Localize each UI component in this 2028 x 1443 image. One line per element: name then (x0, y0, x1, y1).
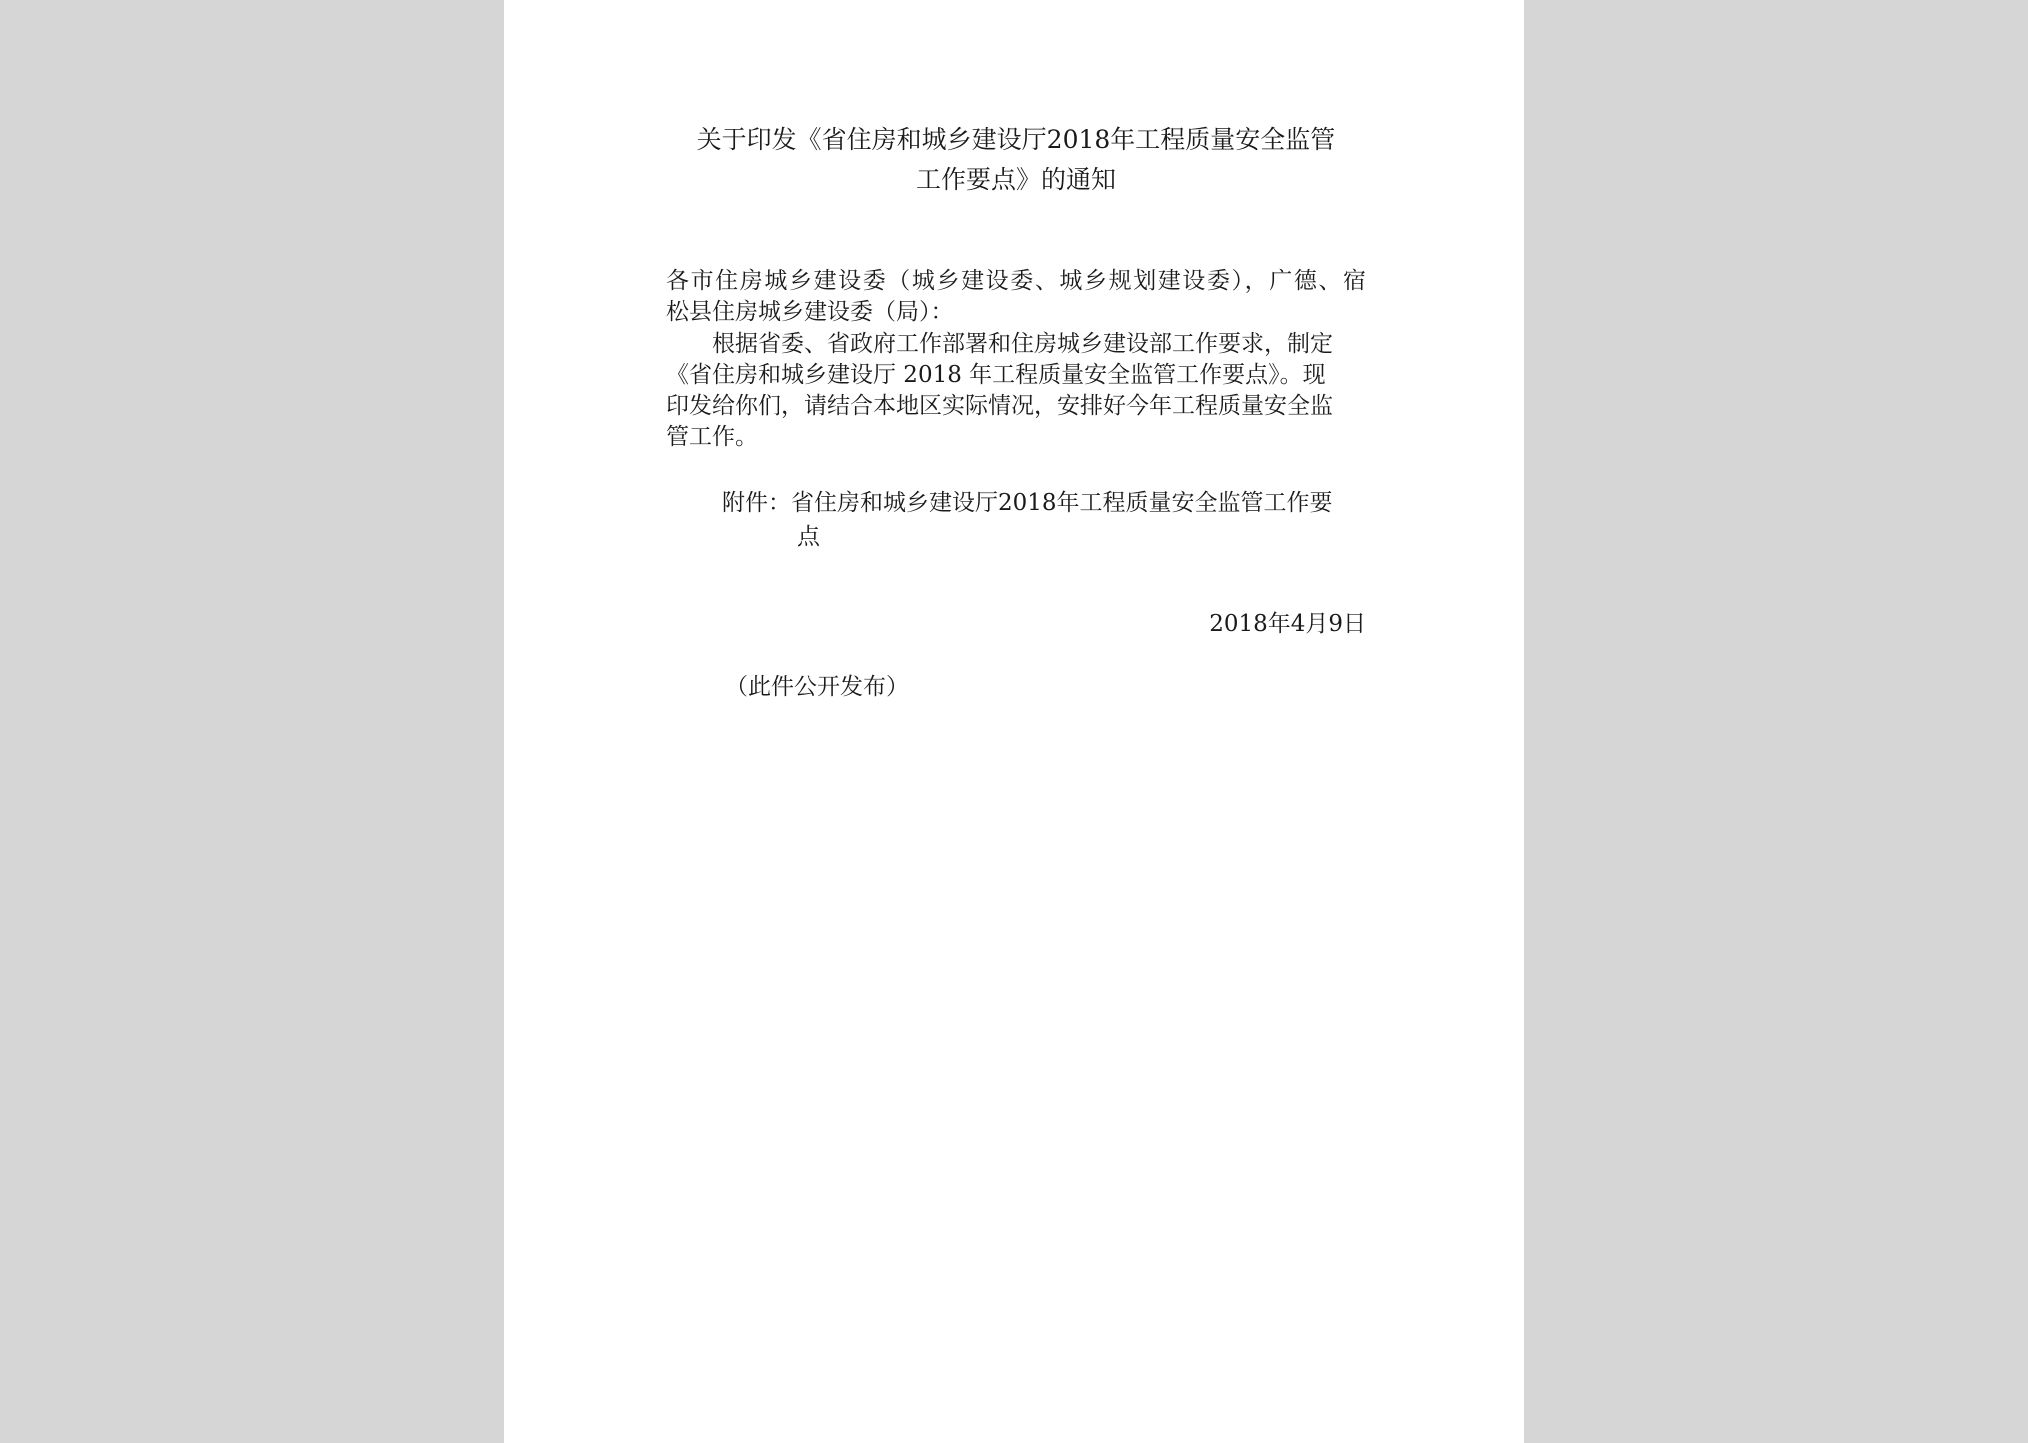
document-title (666, 120, 1366, 200)
title-line-1: 关于印发《省住房和城乡建设厅2018年工程质量安全监管 (696, 125, 1336, 154)
publication-note: （此件公开发布） (725, 674, 909, 700)
body-line-2: 《省住房和城乡建设厅 2018 年工程质量安全监管工作要点》。现 (666, 362, 1326, 388)
title-line-2: 工作要点》的通知 (915, 165, 1116, 194)
attachment-line-2: 点 (797, 524, 820, 550)
body-line-3: 印发给你们，请结合本地区实际情况，安排好今年工程质量安全监 (666, 393, 1333, 419)
body-line-4: 管工作。 (666, 424, 758, 450)
body-paragraph (666, 329, 1366, 453)
addressee-line-1: 各市住房城乡建设委（城乡建设委、城乡规划建设委），广德、宿 (666, 268, 1366, 294)
issue-date: 2018年4月9日 (1209, 611, 1366, 637)
document-page (504, 0, 1524, 1443)
addressee (666, 266, 1366, 328)
addressee-line-2: 松县住房城乡建设委（局）： (666, 299, 954, 325)
body-line-1: 根据省委、省政府工作部署和住房城乡建设部工作要求，制定 (712, 331, 1333, 357)
attachment-line-1: 附件：省住房和城乡建设厅2018年工程质量安全监管工作要 (722, 490, 1333, 516)
attachment-note (722, 486, 1366, 554)
